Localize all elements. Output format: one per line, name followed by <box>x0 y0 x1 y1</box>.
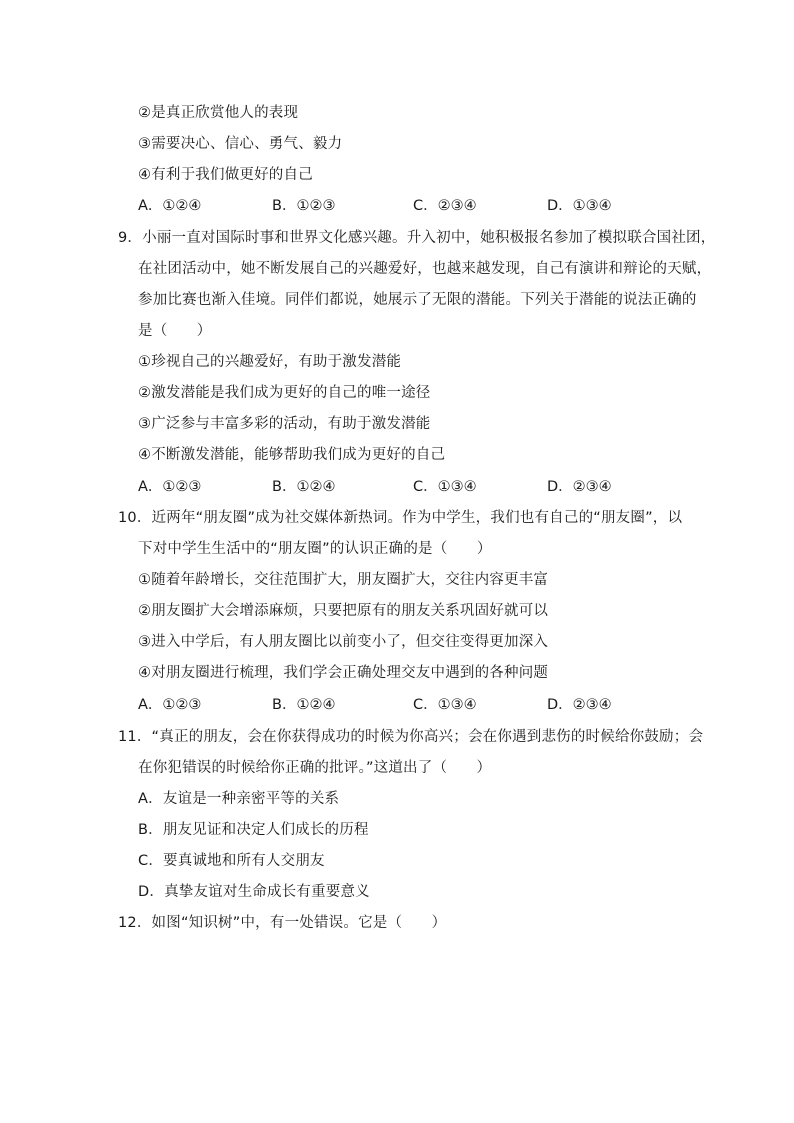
q11-choice-d[interactable]: D．真挚友谊对生命成长有重要意义 <box>138 884 370 900</box>
q9-stem-line-2: 在社团活动中，她不断发展自己的兴趣爱好，也越来越发现，自己有演讲和辩论的天赋， <box>138 261 712 277</box>
q10-statement-2: ②朋友圈扩大会增添麻烦，只要把原有的朋友关系巩固好就可以 <box>138 603 549 619</box>
q8-statement-2: ②是真正欣赏他人的表现 <box>138 105 299 121</box>
q10-statement-4: ④对朋友圈进行梳理，我们学会正确处理交友中遇到的各种问题 <box>138 665 549 681</box>
q9-statement-1: ①珍视自己的兴趣爱好，有助于激发潜能 <box>138 354 402 370</box>
q10-option-d[interactable]: D．②③④ <box>547 697 612 713</box>
q8-option-d[interactable]: D．①③④ <box>547 198 612 214</box>
q11-choice-c[interactable]: C．要真诚地和所有人交朋友 <box>138 853 325 869</box>
q10-statement-3: ③进入中学后，有人朋友圈比以前变小了，但交往变得更加深入 <box>138 634 549 650</box>
q11-stem-line-1: 11．“真正的朋友，会在你获得成功的时候为你高兴；会在你遇到悲伤的时候给你鼓励；会 <box>118 729 704 745</box>
q8-statement-4: ④有利于我们做更好的自己 <box>138 167 313 183</box>
q8-statement-3: ③需要决心、信心、勇气、毅力 <box>138 136 343 152</box>
q10-option-a[interactable]: A．①②③ <box>138 697 202 713</box>
q9-stem-line-3: 参加比赛也渐入佳境。同伴们都说，她展示了无限的潜能。下列关于潜能的说法正确的 <box>138 292 697 308</box>
q9-statement-2: ②激发潜能是我们成为更好的自己的唯一途径 <box>138 385 431 401</box>
q10-stem-line-1: 10．近两年“朋友圈”成为社交媒体新热词。作为中学生，我们也有自己的“朋友圈”，以 <box>118 510 683 526</box>
q9-statement-3: ③广泛参与丰富多彩的活动，有助于激发潜能 <box>138 416 431 432</box>
q8-option-b[interactable]: B．①②③ <box>272 198 336 214</box>
q8-option-a[interactable]: A．①②④ <box>138 198 202 214</box>
q9-stem-line-4: 是（ ） <box>138 323 212 339</box>
q9-stem-line-1: 9．小丽一直对国际时事和世界文化感兴趣。升入初中，她积极报名参加了模拟联合国社团， <box>118 230 716 246</box>
q9-option-c[interactable]: C．①③④ <box>413 479 477 495</box>
q9-option-d[interactable]: D．②③④ <box>547 479 612 495</box>
q11-choice-b[interactable]: B．朋友见证和决定人们成长的历程 <box>138 822 369 838</box>
q11-stem-line-2: 在你犯错误的时候给你正确的批评。”这道出了（ ） <box>138 760 492 776</box>
q12-stem-line-1: 12．如图“知识树”中，有一处错误。它是（ ） <box>118 915 447 931</box>
q10-option-c[interactable]: C．①③④ <box>413 697 477 713</box>
q11-choice-a[interactable]: A．友谊是一种亲密平等的关系 <box>138 791 340 807</box>
q10-stem-line-2: 下对中学生生活中的“朋友圈”的认识正确的是（ ） <box>138 541 492 557</box>
q9-statement-4: ④不断激发潜能，能够帮助我们成为更好的自己 <box>138 447 446 463</box>
q9-option-b[interactable]: B．①②④ <box>272 479 336 495</box>
q8-option-c[interactable]: C．②③④ <box>413 198 477 214</box>
q10-statement-1: ①随着年龄增长，交往范围扩大，朋友圈扩大，交往内容更丰富 <box>138 572 549 588</box>
q9-option-a[interactable]: A．①②③ <box>138 479 202 495</box>
q10-option-b[interactable]: B．①②④ <box>272 697 336 713</box>
